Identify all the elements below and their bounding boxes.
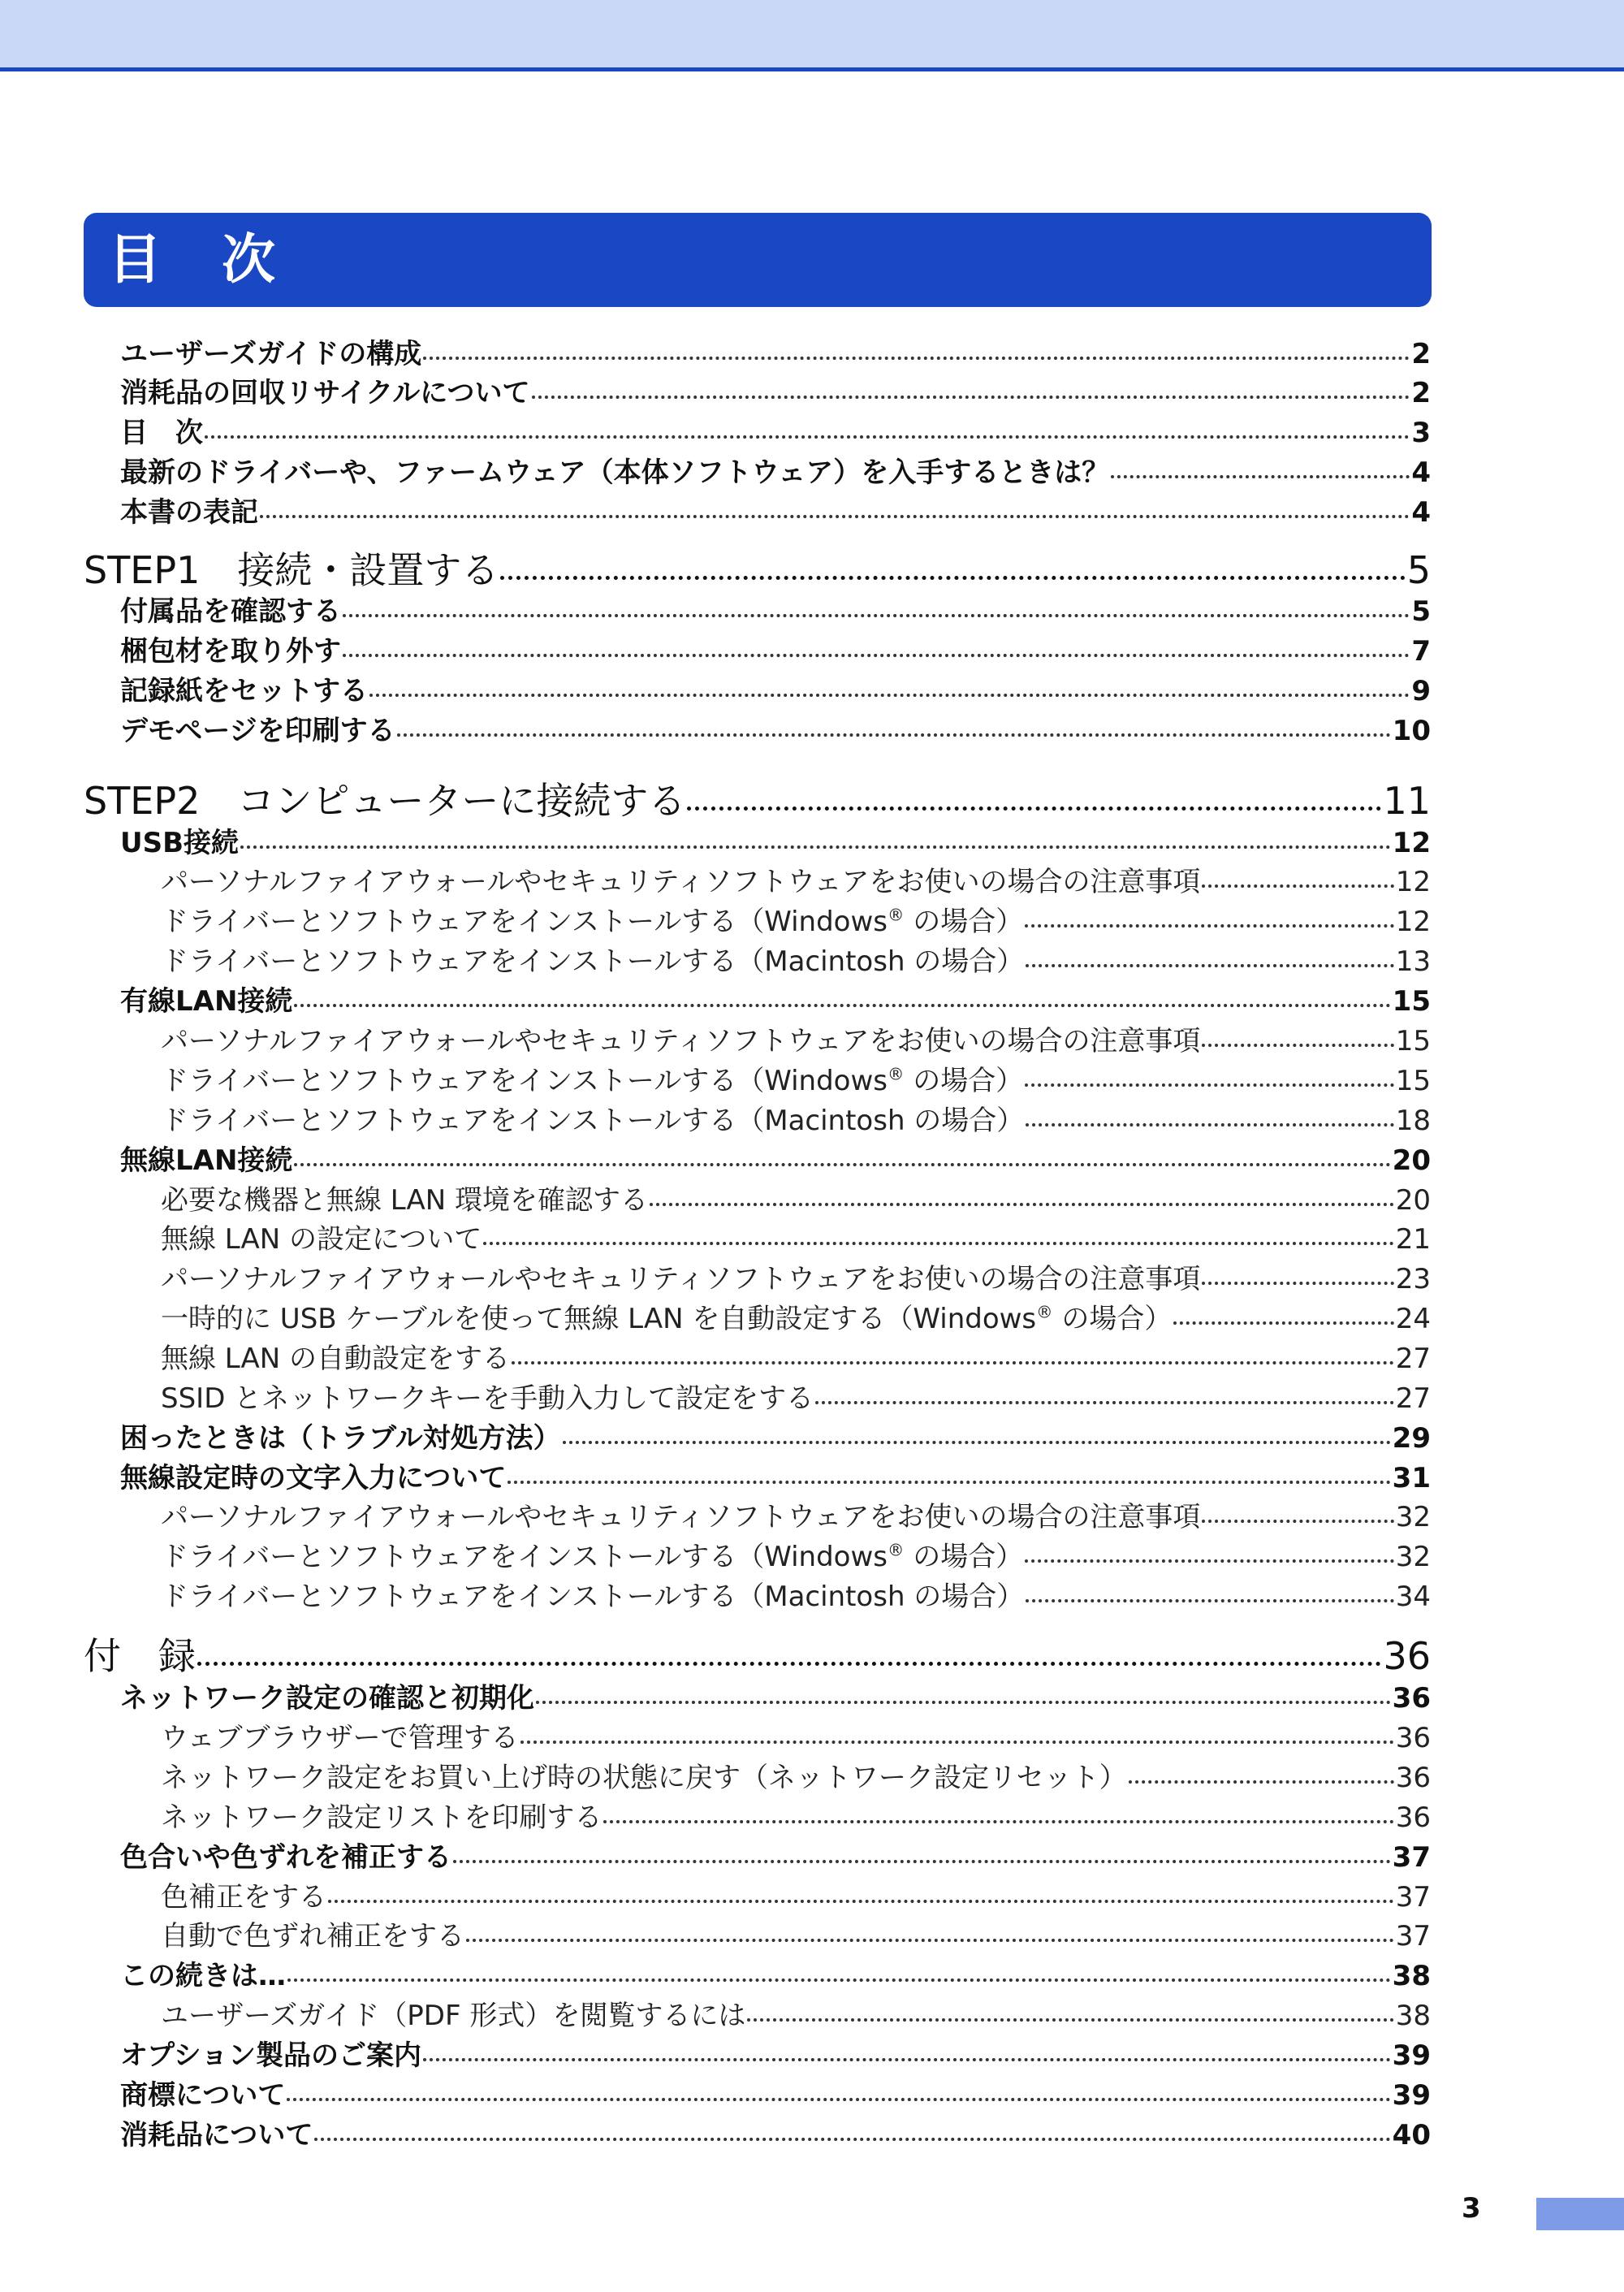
toc-chapter[interactable] bbox=[84, 772, 1431, 825]
dot-leader bbox=[1202, 1282, 1393, 1285]
toc-subsection[interactable] bbox=[161, 1256, 1431, 1296]
toc-page-number: 4 bbox=[1411, 496, 1431, 529]
toc-page-number: 38 bbox=[1392, 1960, 1431, 1992]
toc-subsection[interactable] bbox=[161, 1755, 1431, 1795]
toc-entry-text: 付 録 bbox=[84, 1634, 196, 1678]
toc-entry-text-part: の場合） bbox=[904, 1065, 1024, 1097]
toc-page-number: 13 bbox=[1395, 945, 1431, 978]
toc-entry-text bbox=[161, 1534, 1023, 1574]
toc-page-number: 2 bbox=[1411, 377, 1431, 409]
toc-subsection[interactable] bbox=[161, 1715, 1431, 1755]
dot-leader bbox=[747, 2018, 1393, 2022]
dot-leader bbox=[650, 1203, 1394, 1206]
toc-page-number: 20 bbox=[1395, 1184, 1431, 1217]
toc-subsection[interactable] bbox=[161, 1178, 1431, 1217]
toc-page-number: 18 bbox=[1395, 1105, 1431, 1137]
toc-subsection[interactable] bbox=[161, 899, 1431, 939]
dot-leader bbox=[466, 1939, 1394, 1942]
toc-section[interactable] bbox=[120, 2113, 1431, 2152]
toc-page-number: 24 bbox=[1395, 1303, 1431, 1335]
toc-entry-text: 最新のドライバーや、ファームウェア（本体ソフトウェア）を入手するときは？ bbox=[120, 456, 1110, 489]
toc-page-number: 31 bbox=[1392, 1462, 1431, 1494]
dot-leader bbox=[1129, 1780, 1394, 1784]
toc-subsection[interactable] bbox=[161, 1376, 1431, 1416]
toc-subsection[interactable] bbox=[161, 1795, 1431, 1835]
dot-leader bbox=[260, 515, 1410, 518]
toc-entry-text: ユーザーズガイドの構成 bbox=[120, 338, 422, 370]
registered-mark: ® bbox=[1036, 1302, 1053, 1322]
dot-leader bbox=[500, 576, 1405, 580]
toc-entry-text: パーソナルファイアウォールやセキュリティソフトウェアをお使いの場合の注意事項 bbox=[161, 1025, 1201, 1057]
toc-section[interactable] bbox=[120, 979, 1431, 1018]
toc-page-number: 40 bbox=[1392, 2119, 1431, 2151]
toc-entry-text: パーソナルファイアウォールやセキュリティソフトウェアをお使いの場合の注意事項 bbox=[161, 1501, 1201, 1533]
toc-section[interactable] bbox=[120, 820, 1431, 860]
dot-leader bbox=[294, 1163, 1390, 1166]
toc-page-number: 7 bbox=[1411, 635, 1431, 668]
toc-section[interactable] bbox=[120, 1416, 1431, 1455]
toc-entry-text: 困ったときは（トラブル対処方法） bbox=[120, 1422, 561, 1455]
toc-subsection[interactable] bbox=[161, 1018, 1431, 1058]
dot-leader bbox=[423, 357, 1410, 360]
dot-leader bbox=[1202, 1520, 1393, 1523]
registered-mark: ® bbox=[888, 905, 905, 925]
toc-page-number: 15 bbox=[1395, 1025, 1431, 1057]
toc-section[interactable] bbox=[120, 629, 1431, 668]
toc-entry-text: 必要な機器と無線 LAN 環境を確認する bbox=[161, 1184, 649, 1217]
toc-page-number: 15 bbox=[1395, 1065, 1431, 1097]
toc-entry-text: 有線LAN接続 bbox=[120, 985, 293, 1018]
toc-subsection[interactable] bbox=[161, 1494, 1431, 1534]
toc-entry-text: 付属品を確認する bbox=[120, 595, 341, 628]
dot-leader bbox=[520, 1741, 1394, 1744]
toc-entry-text: ウェブブラウザーで管理する bbox=[161, 1722, 519, 1754]
toc-page-number: 36 bbox=[1395, 1762, 1431, 1794]
toc-page-number: 5 bbox=[1406, 548, 1431, 592]
toc-page-number: 9 bbox=[1411, 675, 1431, 707]
toc-subsection[interactable] bbox=[161, 1098, 1431, 1138]
toc-page-number: 11 bbox=[1383, 779, 1431, 823]
toc-section[interactable] bbox=[120, 1138, 1431, 1178]
dot-leader bbox=[328, 1900, 1394, 1903]
toc-subsection[interactable] bbox=[161, 1296, 1431, 1336]
dot-leader bbox=[1202, 884, 1393, 888]
dot-leader bbox=[197, 1662, 1381, 1666]
toc-page-number: 37 bbox=[1395, 1881, 1431, 1914]
toc-section[interactable] bbox=[120, 1953, 1431, 1993]
dot-leader bbox=[536, 1701, 1391, 1704]
toc-page-number: 3 bbox=[1411, 417, 1431, 449]
toc-entry-text: USB接続 bbox=[120, 827, 240, 859]
toc-entry-text: この続きは… bbox=[120, 1960, 286, 1992]
dot-leader bbox=[343, 614, 1410, 617]
toc-page-number: 5 bbox=[1411, 595, 1431, 628]
corner-tab bbox=[1536, 2198, 1624, 2230]
toc-subsection[interactable] bbox=[161, 1875, 1431, 1914]
dot-leader bbox=[687, 807, 1381, 811]
page-number: 3 bbox=[1462, 2192, 1481, 2225]
registered-mark: ® bbox=[888, 1540, 905, 1560]
toc-subsection[interactable] bbox=[161, 1574, 1431, 1614]
toc-page-number: 29 bbox=[1392, 1422, 1431, 1455]
dot-leader bbox=[508, 1481, 1390, 1484]
toc-entry-text: ドライバーとソフトウェアをインストールする（Macintosh の場合） bbox=[161, 1105, 1025, 1137]
toc-page-number: 36 bbox=[1392, 1682, 1431, 1715]
toc-subsection[interactable] bbox=[161, 1336, 1431, 1376]
toc-subsection[interactable] bbox=[161, 939, 1431, 979]
dot-leader bbox=[240, 845, 1391, 849]
toc-page-number: 2 bbox=[1411, 338, 1431, 370]
toc-entry-text bbox=[161, 899, 1023, 939]
toc-entry-text: STEP1 接続・設置する bbox=[84, 548, 499, 592]
toc-entry-text: 無線 LAN の設定について bbox=[161, 1223, 482, 1256]
toc-section[interactable] bbox=[120, 1455, 1431, 1495]
toc-page-number: 39 bbox=[1392, 2079, 1431, 2112]
toc-subsection[interactable] bbox=[161, 1217, 1431, 1256]
toc-entry-text: SSID とネットワークキーを手動入力して設定をする bbox=[161, 1382, 814, 1415]
toc-section[interactable] bbox=[120, 708, 1431, 748]
dot-leader bbox=[1025, 924, 1394, 928]
dot-leader bbox=[603, 1820, 1393, 1823]
toc-page-number: 36 bbox=[1383, 1634, 1431, 1678]
dot-leader bbox=[1026, 1123, 1393, 1127]
toc-entry-text: 自動で色ずれ補正をする bbox=[161, 1920, 464, 1953]
toc-page-number: 12 bbox=[1395, 906, 1431, 938]
toc-section[interactable] bbox=[120, 1835, 1431, 1875]
toc-section[interactable] bbox=[120, 668, 1431, 708]
toc-entry-text: ドライバーとソフトウェアをインストールする（Macintosh の場合） bbox=[161, 945, 1025, 978]
toc-entry-text: 本書の表記 bbox=[120, 496, 258, 529]
toc-entry-text: デモページを印刷する bbox=[120, 715, 395, 747]
toc-entry-text-part: ドライバーとソフトウェアをインストールする（Windows bbox=[161, 1541, 888, 1573]
toc-entry-text: 無線 LAN の自動設定をする bbox=[161, 1343, 511, 1375]
dot-leader bbox=[483, 1242, 1393, 1245]
toc-entry-text: ネットワーク設定リストを印刷する bbox=[161, 1801, 603, 1834]
toc-page-number: 4 bbox=[1411, 456, 1431, 489]
toc-page-number: 12 bbox=[1392, 827, 1431, 859]
toc-section[interactable] bbox=[120, 490, 1431, 530]
dot-leader bbox=[1025, 1083, 1394, 1087]
toc-section[interactable] bbox=[120, 410, 1431, 450]
dot-leader bbox=[1111, 475, 1410, 478]
toc-entry-text: 色補正をする bbox=[161, 1881, 326, 1914]
dot-leader bbox=[1026, 1599, 1393, 1602]
toc-page-number: 21 bbox=[1395, 1223, 1431, 1256]
toc-subsection[interactable] bbox=[161, 1058, 1431, 1098]
toc-page-number: 20 bbox=[1392, 1144, 1431, 1177]
dot-leader bbox=[1173, 1321, 1393, 1325]
toc-entry-text-part: の場合） bbox=[904, 906, 1024, 938]
toc-section[interactable] bbox=[120, 1676, 1431, 1715]
toc-entry-text-part: ドライバーとソフトウェアをインストールする（Windows bbox=[161, 906, 888, 938]
toc-entry-text: 消耗品について bbox=[120, 2119, 313, 2151]
toc-subsection[interactable] bbox=[161, 859, 1431, 899]
toc-section[interactable] bbox=[120, 450, 1431, 490]
dot-leader bbox=[512, 1361, 1394, 1364]
toc-entry-text: 無線設定時の文字入力について bbox=[120, 1462, 507, 1494]
toc-page-number: 10 bbox=[1392, 715, 1431, 747]
page-title: 目 次 bbox=[108, 228, 279, 291]
toc-entry-text: パーソナルファイアウォールやセキュリティソフトウェアをお使いの場合の注意事項 bbox=[161, 1263, 1201, 1295]
toc-entry-text: 消耗品の回収リサイクルについて bbox=[120, 377, 530, 409]
toc-page-number: 36 bbox=[1395, 1801, 1431, 1834]
dot-leader bbox=[1026, 964, 1393, 967]
dot-leader bbox=[343, 654, 1410, 657]
toc-subsection[interactable] bbox=[161, 1914, 1431, 1953]
dot-leader bbox=[815, 1401, 1394, 1404]
toc-page-number: 12 bbox=[1395, 866, 1431, 898]
toc-page-number: 37 bbox=[1392, 1841, 1431, 1874]
toc-entry-text: ネットワーク設定をお買い上げ時の状態に戻す（ネットワーク設定リセット） bbox=[161, 1762, 1127, 1794]
toc-entry-text bbox=[161, 1058, 1023, 1098]
dot-leader bbox=[1025, 1559, 1394, 1563]
toc-section[interactable] bbox=[120, 2073, 1431, 2113]
toc-entry-text: ドライバーとソフトウェアをインストールする（Macintosh の場合） bbox=[161, 1581, 1025, 1613]
toc-entry-text: 梱包材を取り外す bbox=[120, 635, 341, 668]
toc-entry-text: 色合いや色ずれを補正する bbox=[120, 1841, 451, 1874]
toc-chapter[interactable] bbox=[84, 1627, 1431, 1680]
toc-entry-text: 商標について bbox=[120, 2079, 286, 2112]
toc-page-number: 39 bbox=[1392, 2039, 1431, 2072]
toc-entry-text bbox=[161, 1296, 1172, 1336]
dot-leader bbox=[423, 2058, 1391, 2061]
toc-subsection[interactable] bbox=[161, 1993, 1431, 2033]
toc-section[interactable] bbox=[120, 589, 1431, 629]
toc-subsection[interactable] bbox=[161, 1534, 1431, 1574]
toc-entry-text: ユーザーズガイド（PDF 形式）を閲覧するには bbox=[161, 2000, 746, 2032]
toc-page-number: 27 bbox=[1395, 1343, 1431, 1375]
dot-leader bbox=[397, 733, 1391, 737]
toc-page-number: 23 bbox=[1395, 1263, 1431, 1295]
toc-entry-text-part: の場合） bbox=[1052, 1303, 1173, 1335]
dot-leader bbox=[287, 1978, 1391, 1982]
registered-mark: ® bbox=[888, 1064, 905, 1084]
toc-entry-text-part: の場合） bbox=[904, 1541, 1024, 1573]
toc-entry-text: 記録紙をセットする bbox=[120, 675, 368, 707]
toc-section[interactable] bbox=[120, 2033, 1431, 2073]
toc-entry-text-part: ドライバーとソフトウェアをインストールする（Windows bbox=[161, 1065, 888, 1097]
toc-page-number: 27 bbox=[1395, 1382, 1431, 1415]
dot-leader bbox=[294, 1004, 1390, 1007]
dot-leader bbox=[532, 396, 1410, 399]
toc-section[interactable] bbox=[120, 331, 1431, 371]
toc-entry-text: パーソナルファイアウォールやセキュリティソフトウェアをお使いの場合の注意事項 bbox=[161, 866, 1201, 898]
dot-leader bbox=[314, 2138, 1390, 2141]
toc-entry-text: 目 次 bbox=[120, 417, 203, 449]
toc-section[interactable] bbox=[120, 370, 1431, 410]
toc-page-number: 32 bbox=[1395, 1501, 1431, 1533]
dot-leader bbox=[369, 694, 1410, 697]
toc-entry-text-part: 一時的に USB ケーブルを使って無線 LAN を自動設定する（Windows bbox=[161, 1303, 1037, 1335]
toc-page-number: 36 bbox=[1395, 1722, 1431, 1754]
toc-page-number: 38 bbox=[1395, 2000, 1431, 2032]
toc-entry-text: ネットワーク設定の確認と初期化 bbox=[120, 1682, 534, 1715]
toc-page-number: 37 bbox=[1395, 1920, 1431, 1953]
dot-leader bbox=[563, 1441, 1391, 1444]
toc-chapter[interactable] bbox=[84, 541, 1431, 595]
toc-entry-text: オプション製品のご案内 bbox=[120, 2039, 421, 2072]
toc-page-number: 32 bbox=[1395, 1541, 1431, 1573]
dot-leader bbox=[1202, 1044, 1393, 1047]
dot-leader bbox=[287, 2098, 1390, 2101]
toc-entry-text: 無線LAN接続 bbox=[120, 1144, 293, 1177]
dot-leader bbox=[205, 435, 1410, 439]
dot-leader bbox=[453, 1860, 1391, 1863]
toc-entry-text: STEP2 コンピューターに接続する bbox=[84, 779, 686, 823]
toc-page-number: 34 bbox=[1395, 1581, 1431, 1613]
toc-page-number: 15 bbox=[1392, 985, 1431, 1018]
